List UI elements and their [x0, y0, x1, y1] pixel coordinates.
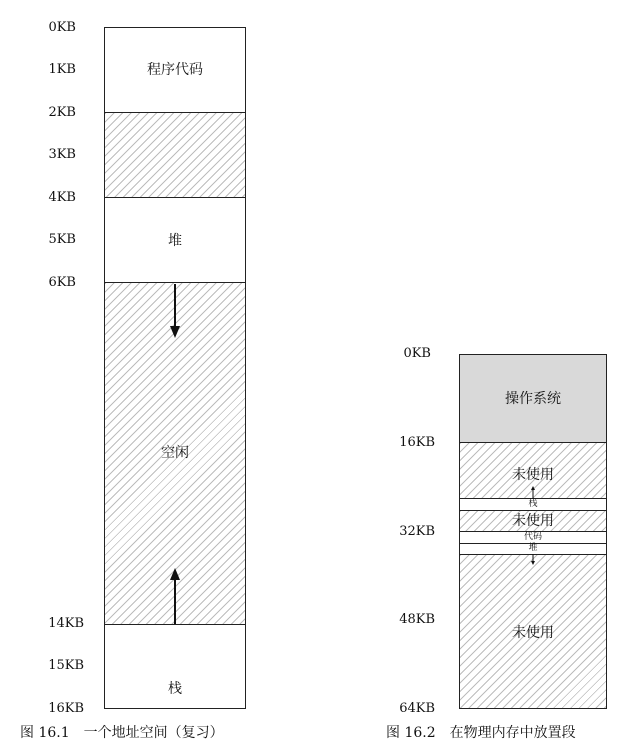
axis-label-5kb: 5KB: [48, 232, 76, 247]
phys-segment-unused-3-label: 未使用: [512, 625, 554, 641]
heap-growth-arrow-icon: [160, 284, 190, 344]
axis-label-14kb: 14KB: [48, 616, 84, 631]
axis-label-3kb: 3KB: [48, 147, 76, 162]
axis-label-1kb: 1KB: [48, 62, 76, 77]
phys-segment-os: [459, 354, 607, 443]
phys-segment-heap-label: 堆: [528, 543, 538, 553]
phys-axis-label-64kb: 64KB: [399, 701, 435, 716]
axis-label-2kb: 2KB: [48, 105, 76, 120]
figure2-caption: 图 16.2 在物理内存中放置段: [386, 725, 576, 741]
axis-label-16kb: 16KB: [48, 701, 84, 716]
phys-axis-label-32kb: 32KB: [399, 524, 435, 539]
phys-axis-label-16kb: 16KB: [399, 435, 435, 450]
phys-axis-label-0kb: 0KB: [403, 346, 431, 361]
segment-unused-top: [104, 112, 246, 198]
segment-free-label: 空闲: [161, 445, 189, 461]
phys-segment-unused-1-label: 未使用: [512, 467, 554, 483]
phys-segment-code-label: 代码: [523, 532, 542, 542]
segment-stack-label: 栈: [168, 681, 182, 697]
phys-stack-arrow-icon: [528, 485, 538, 499]
phys-segment-os-label: 操作系统: [505, 391, 561, 407]
phys-axis-label-48kb: 48KB: [399, 612, 435, 627]
axis-label-4kb: 4KB: [48, 190, 76, 205]
segment-code-label: 程序代码: [147, 62, 203, 78]
stack-growth-arrow-icon: [160, 564, 190, 624]
phys-segment-stack-label: 栈: [528, 499, 538, 509]
figure1-caption: 图 16.1 一个地址空间（复习）: [20, 725, 224, 741]
segment-code: [104, 27, 246, 113]
axis-label-6kb: 6KB: [48, 275, 76, 290]
segment-heap: [104, 197, 246, 283]
axis-label-15kb: 15KB: [48, 658, 84, 673]
phys-segment-unused-3: [459, 554, 607, 709]
segment-heap-label: 堆: [168, 233, 182, 249]
phys-segment-unused-2-label: 未使用: [512, 513, 554, 529]
phys-heap-arrow-icon: [528, 554, 538, 566]
segment-stack: [104, 624, 246, 709]
phys-segment-unused-2: [459, 510, 607, 532]
axis-label-0kb: 0KB: [48, 20, 76, 35]
